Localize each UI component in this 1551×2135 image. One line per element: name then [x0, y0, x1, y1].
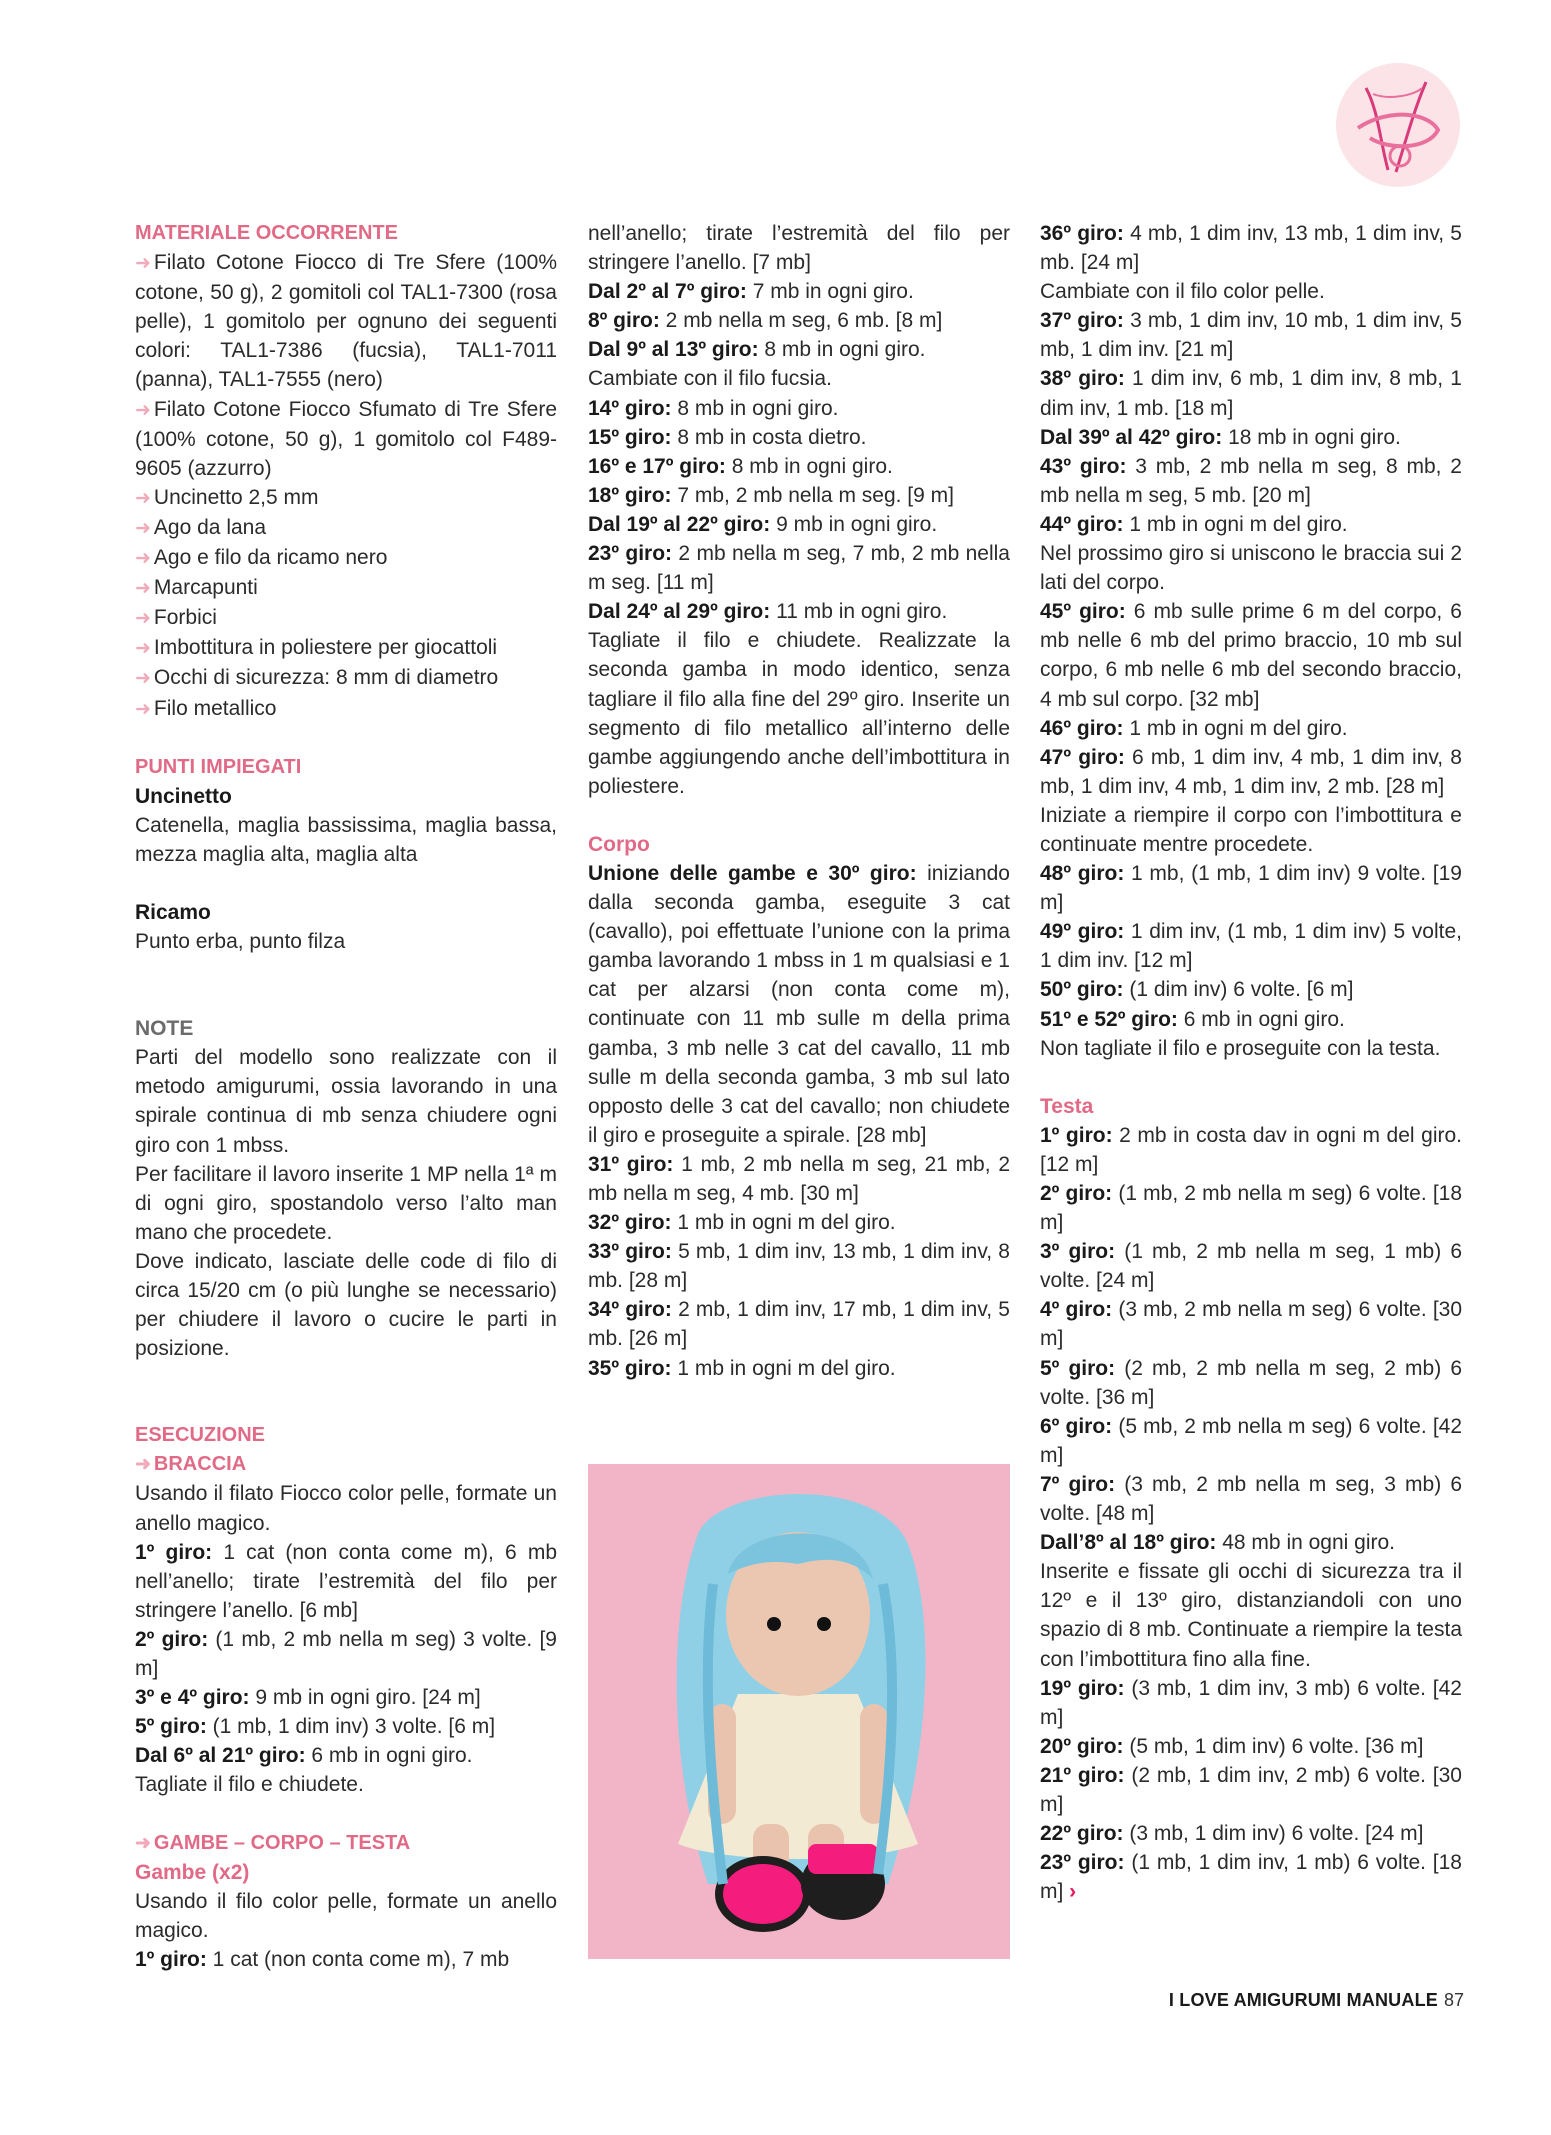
list-item: ➜ Ago da lana [135, 515, 267, 539]
instruction-row: 49º giro: 1 dim inv, (1 mb, 1 dim inv) 5 volte, 1 dim inv. [12 m] [1040, 920, 1462, 973]
magazine-title: I LOVE AMIGURUMI MANUALE [1168, 1990, 1438, 2010]
arrow-right-icon: ➜ [135, 638, 151, 660]
arrow-right-icon: ➜ [135, 517, 151, 539]
arrow-right-icon: ➜ [135, 698, 151, 720]
instruction-row: 37º giro: 3 mb, 1 dim inv, 10 mb, 1 dim inv, 5 mb, 1 dim inv. [21 m] [1040, 309, 1462, 362]
instruction-row: Dal 2º al 7º giro: 7 mb in ogni giro. [588, 280, 914, 304]
instruction-row: Dal 24º al 29º giro: 11 mb in ogni giro. [588, 600, 948, 624]
arrow-right-icon: ➜ [135, 1454, 151, 1476]
instruction-row: 45º giro: 6 mb sulle prime 6 m del corpo, 6 mb nelle 6 mb del primo braccio, 10 mb sul corpo, 6 mb nelle 6 mb del secondo braccio, 4 mb sul corpo. [32 mb] [1040, 600, 1462, 711]
list-item: ➜ Filato Cotone Fiocco di Tre Sfere (100% cotone, 50 g), 2 gomitoli col TAL1-7300 (rosa pelle), 1 gomitolo per ognuno dei seguenti colori: TAL1-7386 (fucsia), TAL1-7011 (panna), TAL1-7555 (nero) [135, 251, 557, 392]
arrow-right-icon: ➜ [135, 668, 151, 690]
instruction-row: 2º giro: (1 mb, 2 mb nella m seg) 3 volte. [9 m] [135, 1627, 557, 1681]
ricamo-label: Ricamo [135, 900, 211, 924]
instruction-row: 31º giro: 1 mb, 2 mb nella m seg, 21 mb, 2 mb nella m seg, 4 mb. [30 m] [588, 1152, 1010, 1205]
instruction-row: 38º giro: 1 dim inv, 6 mb, 1 dim inv, 8 mb, 1 dim inv, 1 mb. [18 m] [1040, 367, 1462, 420]
instruction-row: 22º giro: (3 mb, 1 dim inv) 6 volte. [24 m] [1040, 1822, 1424, 1846]
instruction-row: 6º giro: (5 mb, 2 mb nella m seg) 6 volte. [42 m] [1040, 1414, 1463, 1467]
instruction-row: 34º giro: 2 mb, 1 dim inv, 17 mb, 1 dim inv, 5 mb. [26 m] [588, 1298, 1010, 1351]
instruction-row: Dall’8º al 18º giro: 48 mb in ogni giro. [1040, 1531, 1396, 1555]
note-paragraph: Dove indicato, lasciate delle code di filo di circa 15/20 cm (o più lunghe se necessario) per chiudere il lavoro o cucire le parti in posizione. [135, 1249, 557, 1361]
instruction-row: 46º giro: 1 mb in ogni m del giro. [1040, 716, 1348, 740]
braccia-intro: Usando il filato Fiocco color pelle, formate un anello magico. [135, 1482, 557, 1535]
instruction-row: Dal 9º al 13º giro: 8 mb in ogni giro. [588, 338, 926, 362]
page-number: 87 [1443, 1990, 1464, 2010]
materiale-list [135, 248, 557, 724]
uncinetto-label: Uncinetto [135, 784, 232, 808]
instruction-row: Dal 19º al 22º giro: 9 mb in ogni giro. [588, 512, 938, 536]
arrow-right-icon: ➜ [135, 608, 151, 630]
instruction-row: 7º giro: (3 mb, 2 mb nella m seg, 3 mb) 6 volte. [48 m] [1040, 1472, 1462, 1526]
occhi-note: Inserite e fissate gli occhi di sicurezza tra il 12º e il 13º giro, distanziandoli con uno spazio di 8 mb. Continuate a riempire la testa con l’imbottitura fino alla fine. [1040, 1560, 1462, 1671]
instruction-row: 23º giro: (1 mb, 1 dim inv, 1 mb) 6 volte. [18 m] › [1040, 1851, 1462, 1904]
braccia-title: ➜ BRACCIA [135, 1453, 247, 1476]
gambe-subtitle: Gambe (x2) [135, 1860, 250, 1884]
instruction-row: 47º giro: 6 mb, 1 dim inv, 4 mb, 1 dim inv, 8 mb, 1 dim inv, 4 mb, 1 dim inv, 2 mb. [28 m] [1040, 745, 1462, 798]
arrow-right-icon: ➜ [135, 1832, 151, 1854]
list-item: ➜ Uncinetto 2,5 mm [135, 485, 319, 509]
end-mark-icon: › [1069, 1880, 1077, 1904]
doll-photo [588, 1464, 1010, 1959]
note-paragraph: Parti del modello sono realizzate con il metodo amigurumi, ossia lavorando in una spirale continua di mb senza chiudere ogni giro con 1 mbss. [135, 1046, 557, 1157]
esecuzione-title: ESECUZIONE [135, 1424, 266, 1447]
instruction-row: 3º e 4º giro: 9 mb in ogni giro. [24 m] [135, 1686, 481, 1710]
arrow-right-icon: ➜ [135, 578, 151, 600]
instruction-row: 18º giro: 7 mb, 2 mb nella m seg. [9 m] [588, 483, 954, 507]
instruction-row: 32º giro: 1 mb in ogni m del giro. [588, 1211, 896, 1235]
instruction-row: 16º e 17º giro: 8 mb in ogni giro. [588, 454, 893, 478]
testa-title: Testa [1040, 1094, 1094, 1118]
instruction-row: 20º giro: (5 mb, 1 dim inv) 6 volte. [36 m] [1040, 1734, 1424, 1758]
arrow-right-icon: ➜ [135, 487, 151, 509]
instruction-row: 3º giro: (1 mb, 2 mb nella m seg, 1 mb) 6 volte. [24 m] [1040, 1240, 1462, 1293]
gambe-intro: Usando il filo color pelle, formate un anello magico. [135, 1889, 557, 1942]
instruction-row: 1º giro: 1 cat (non conta come m), 7 mb [135, 1947, 510, 1971]
instruction-row: 14º giro: 8 mb in ogni giro. [588, 396, 839, 420]
list-item: ➜ Filato Cotone Fiocco Sfumato di Tre Sfere (100% cotone, 50 g), 1 gomitolo col F489-9605 (azzurro) [135, 397, 557, 480]
list-item: ➜ Occhi di sicurezza: 8 mm di diametro [135, 666, 499, 690]
column-3 [1040, 219, 1462, 1906]
ricamo-text: Punto erba, punto filza [135, 930, 346, 954]
amigurumi-doll-image [588, 1464, 1010, 1959]
note-paragraph: Per facilitare il lavoro inserite 1 MP nella 1ª m di ogni giro, spostandolo verso l’alto man mano che procedete. [135, 1162, 557, 1244]
instruction-row: 15º giro: 8 mb in costa dietro. [588, 425, 867, 449]
instruction-row: Dal 39º al 42º giro: 18 mb in ogni giro. [1040, 425, 1401, 449]
color-change-note: Cambiate con il filo color pelle. [1040, 280, 1325, 304]
instruction-row: 21º giro: (2 mb, 1 dim inv, 2 mb) 6 volte. [30 m] [1040, 1763, 1462, 1816]
list-item: ➜ Imbottitura in poliestere per giocattoli [135, 636, 498, 660]
uncinetto-text: Catenella, maglia bassissima, maglia bassa, mezza maglia alta, maglia alta [135, 813, 557, 866]
instruction-row: 1º giro: 2 mb in costa dav in ogni m del giro. [12 m] [1040, 1123, 1463, 1176]
instruction-row: 33º giro: 5 mb, 1 dim inv, 13 mb, 1 dim inv, 8 mb. [28 m] [588, 1240, 1010, 1293]
instruction-row: 50º giro: (1 dim inv) 6 volte. [6 m] [1040, 978, 1354, 1002]
column-2 [588, 219, 1010, 1383]
instruction-row: 51º e 52º giro: 6 mb in ogni giro. [1040, 1007, 1345, 1031]
corpo-title: Corpo [588, 832, 650, 856]
instruction-row: 5º giro: (1 mb, 1 dim inv) 3 volte. [6 m] [135, 1715, 496, 1739]
instruction-row: Unione delle gambe e 30º giro: iniziando dalla seconda gamba, eseguite 3 cat (cavallo), poi effettuate l’unione con la prima gamba lavorando 1 mbss in 1 m qualsiasi e 1 cat per alzarsi (non conta come m), continuate con 11 mb sulle m della prima gamba, 3 mb nelle 3 cat del cavallo, 11 mb sulle m della seconda gamba, 3 mb sul lato opposto delle 3 cat del cavallo; non chiudete il giro e proseguite a spirale. [28 mb] [588, 861, 1010, 1147]
instruction-row: 36º giro: 4 mb, 1 dim inv, 13 mb, 1 dim inv, 5 mb. [24 m] [1040, 222, 1462, 275]
instruction-row: Dal 6º al 21º giro: 6 mb in ogni giro. [135, 1744, 473, 1768]
list-item: ➜ Ago e filo da ricamo nero [135, 546, 388, 570]
arrow-right-icon: ➜ [135, 253, 151, 275]
instruction-row: 48º giro: 1 mb, (1 mb, 1 dim inv) 9 volte. [19 m] [1040, 862, 1462, 915]
list-item: ➜ Forbici [135, 606, 217, 630]
instruction-row: 5º giro: (2 mb, 2 mb nella m seg, 2 mb) 6 volte. [36 m] [1040, 1356, 1462, 1409]
instruction-row: 44º giro: 1 mb in ogni m del giro. [1040, 512, 1348, 536]
instruction-row: 43º giro: 3 mb, 2 mb nella m seg, 8 mb, 2 mb nella m seg, 5 mb. [20 m] [1040, 454, 1462, 507]
arrow-right-icon: ➜ [135, 548, 151, 570]
instruction-row: 35º giro: 1 mb in ogni m del giro. [588, 1356, 896, 1380]
note-title: NOTE [135, 1017, 194, 1041]
instruction-row: 1º giro: 1 cat (non conta come m), 6 mb nell’anello; tirate l’estremità del filo per stringere l’anello. [6 mb] [135, 1540, 558, 1622]
arrow-right-icon: ➜ [135, 399, 151, 421]
punti-title: PUNTI IMPIEGATI [135, 755, 302, 778]
color-change-note: Cambiate con il filo fucsia. [588, 367, 832, 391]
column-1 [135, 219, 557, 1974]
instruction-row: 2º giro: (1 mb, 2 mb nella m seg) 6 volte. [18 m] [1040, 1182, 1463, 1235]
gambe-end: Tagliate il filo e chiudete. Realizzate la seconda gamba in modo identico, senza tagliare il filo alla fine del 29º giro. Inserite un segmento di filo metallico all’interno delle gambe aggiungendo anche dell’imbottitura in poliestere. [588, 629, 1010, 798]
list-item: ➜ Filo metallico [135, 696, 277, 720]
crochet-hooks-logo-icon [1318, 50, 1468, 200]
riempire-note: Iniziate a riempire il corpo con l’imbottitura e continuate mentre procedete. [1040, 803, 1462, 856]
gambe-continued: nell’anello; tirate l’estremità del filo per stringere l’anello. [7 mb] [588, 222, 1010, 275]
page-footer [1169, 1990, 1464, 2011]
instruction-row: 4º giro: (3 mb, 2 mb nella m seg) 6 volte. [30 m] [1040, 1298, 1463, 1351]
instruction-row: 8º giro: 2 mb nella m seg, 6 mb. [8 m] [588, 309, 943, 333]
non-tagliate-note: Non tagliate il filo e proseguite con la testa. [1040, 1036, 1441, 1060]
materiale-title: MATERIALE OCCORRENTE [135, 222, 398, 244]
gambe-title: ➜ GAMBE – CORPO – TESTA [135, 1831, 411, 1854]
instruction-row: 19º giro: (3 mb, 1 dim inv, 3 mb) 6 volte. [42 m] [1040, 1676, 1462, 1729]
list-item: ➜ Marcapunti [135, 576, 258, 600]
braccia-end: Tagliate il filo e chiudete. [135, 1773, 364, 1797]
instruction-row: 23º giro: 2 mb nella m seg, 7 mb, 2 mb nella m seg. [11 m] [588, 542, 1010, 595]
braccia-join-note: Nel prossimo giro si uniscono le braccia sui 2 lati del corpo. [1040, 542, 1462, 595]
